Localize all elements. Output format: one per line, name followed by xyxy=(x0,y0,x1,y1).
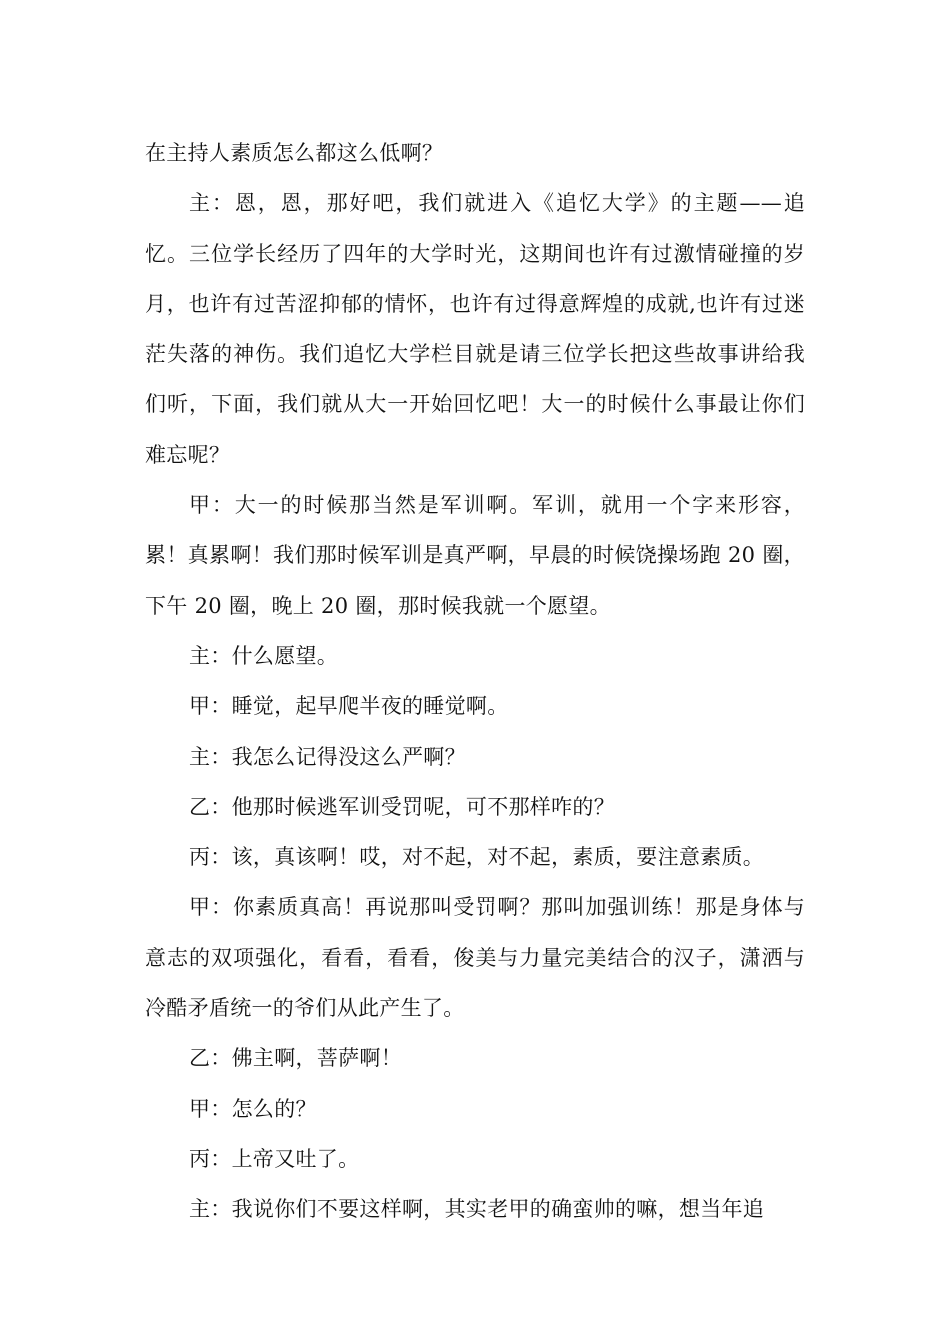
paragraph-jia-sleep: 甲：睡觉，起早爬半夜的睡觉啊。 xyxy=(189,694,509,719)
document-body xyxy=(145,128,805,1235)
paragraph-yi-buddha: 乙：佛主啊，菩萨啊！ xyxy=(189,1046,402,1071)
paragraph-continuation: 在主持人素质怎么都这么低啊？ xyxy=(145,141,444,165)
paragraph-jia-military-training: 甲：大一的时候那当然是军训啊。军训，就用一个字来形容，累！真累啊！我们那时候军训是真严啊，早晨的时候饶操场跑 20 圈，下午 20 圈，晚上 20 圈，那时候我就一个愿望。 xyxy=(145,493,805,618)
paragraph-bing-quality: 丙：该，真该啊！哎，对不起，对不起，素质，要注意素质。 xyxy=(189,845,765,870)
paragraph-host-doubt: 主：我怎么记得没这么严啊？ xyxy=(189,744,466,769)
paragraph-host-intro: 主：恩，恩，那好吧，我们就进入《追忆大学》的主题——追忆。三位学长经历了四年的大学时光，这期间也许有过激情碰撞的岁月，也许有过苦涩抑郁的情怀，也许有过得意辉煌的成就,也许有过迷茫失落的神伤。我们追忆大学栏目就是请三位学长把这些故事讲给我们听，下面，我们就从大一开始回忆吧！大一的时候什么事最让你们难忘呢？ xyxy=(145,191,805,467)
paragraph-jia-what: 甲：怎么的？ xyxy=(189,1096,317,1121)
paragraph-yi-punishment: 乙：他那时候逃军训受罚呢，可不那样咋的？ xyxy=(189,794,615,819)
paragraph-bing-god: 丙：上帝又吐了。 xyxy=(189,1146,360,1171)
paragraph-host-question: 主：什么愿望。 xyxy=(189,643,339,668)
paragraph-host-handsome: 主：我说你们不要这样啊，其实老甲的确蛮帅的嘛，想当年追 xyxy=(189,1197,765,1222)
paragraph-jia-training: 甲：你素质真高！再说那叫受罚啊？那叫加强训练！那是身体与意志的双项强化，看看，看看，俊美与力量完美结合的汉子，潇洒与冷酷矛盾统一的爷们从此产生了。 xyxy=(145,895,805,1021)
